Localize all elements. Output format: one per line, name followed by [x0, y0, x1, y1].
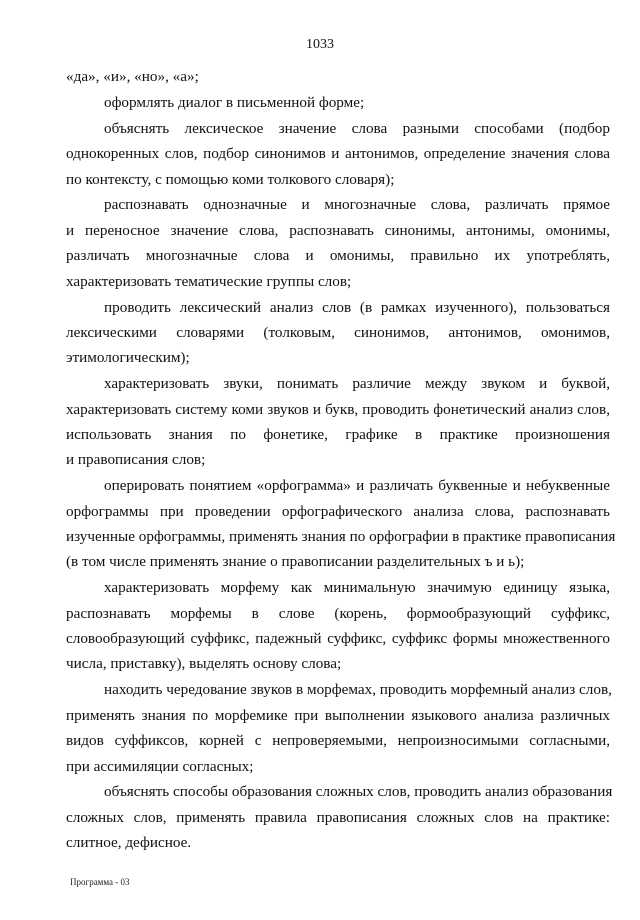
text-line: характеризовать звуки, понимать различие между звуком и буквой, — [104, 375, 610, 393]
text-line: и переносное значение слова, распознавать синонимы, антонимы, омонимы, — [66, 221, 610, 239]
text-line: объяснять способы образования сложных слов, проводить анализ образования — [104, 783, 613, 801]
text-line: видов суффиксов, корней с непроверяемыми, непроизносимыми согласными, — [66, 732, 610, 750]
text-line: распознавать однозначные и многозначные слова, различать прямое — [104, 196, 610, 214]
text-line: использовать знания по фонетике, графике в практике произношения — [66, 425, 610, 443]
paragraph — [66, 192, 610, 294]
text-line: орфограммы при проведении орфографического анализа слова, распознавать — [66, 502, 610, 520]
paragraph — [66, 779, 613, 855]
text-line: оформлять диалог в письменной форме; — [104, 93, 365, 111]
paragraph — [66, 295, 610, 371]
paragraph — [66, 575, 610, 677]
text-line: «да», «и», «но», «а»; — [66, 68, 199, 85]
text-line: проводить лексический анализ слов (в рамках изученного), пользоваться — [104, 298, 610, 316]
paragraph — [66, 64, 610, 89]
text-line: характеризовать систему коми звуков и букв, проводить фонетический анализ слов, — [66, 400, 610, 418]
text-line: лексическими словарями (толковым, синонимов, антонимов, омонимов, — [66, 323, 610, 341]
text-line: характеризовать тематические группы слов; — [66, 272, 352, 290]
text-line: оперировать понятием «орфограмма» и различать буквенные и небуквенные — [104, 477, 610, 495]
text-line: числа, приставку), выделять основу слова; — [66, 655, 342, 673]
text-line: характеризовать морфему как минимальную значимую единицу языка, — [104, 579, 610, 597]
text-line: и правописания слов; — [66, 451, 206, 469]
text-line: слитное, дефисное. — [66, 834, 192, 852]
text-line: однокоренных слов, подбор синонимов и антонимов, определение значения слова — [66, 145, 610, 163]
page-footer: Программа - 03 — [70, 877, 130, 887]
paragraph — [66, 677, 610, 779]
paragraph — [66, 90, 610, 115]
text-line: различать многозначные слова и омонимы, правильно их употреблять, — [66, 247, 610, 265]
page-number: 1033 — [306, 37, 334, 52]
text-line: при ассимиляции согласных; — [66, 757, 254, 775]
text-line: (в том числе применять знание о правописании разделительных ъ и ь); — [66, 553, 525, 571]
text-line: находить чередование звуков в морфемах, проводить морфемный анализ слов, — [104, 681, 612, 699]
text-line: применять знания по морфемике при выполнении языкового анализа различных — [66, 706, 610, 724]
text-line: объяснять лексическое значение слова разными способами (подбор — [104, 119, 610, 137]
text-line: по контексту, с помощью коми толкового словаря); — [66, 170, 395, 188]
text-line: этимологическим); — [66, 349, 190, 367]
text-line: сложных слов, применять правила правописания сложных слов на практике: — [66, 808, 610, 826]
text-line: распознавать морфемы в слове (корень, формообразующий суффикс, — [66, 604, 610, 622]
document-body — [66, 64, 616, 856]
text-line: словообразующий суффикс, падежный суффикс, суффикс формы множественного — [66, 630, 610, 648]
paragraph — [66, 116, 610, 192]
text-line: изученные орфограммы, применять знания по орфографии в практике правописания — [66, 528, 616, 546]
paragraph — [66, 371, 610, 473]
paragraph — [66, 473, 616, 575]
